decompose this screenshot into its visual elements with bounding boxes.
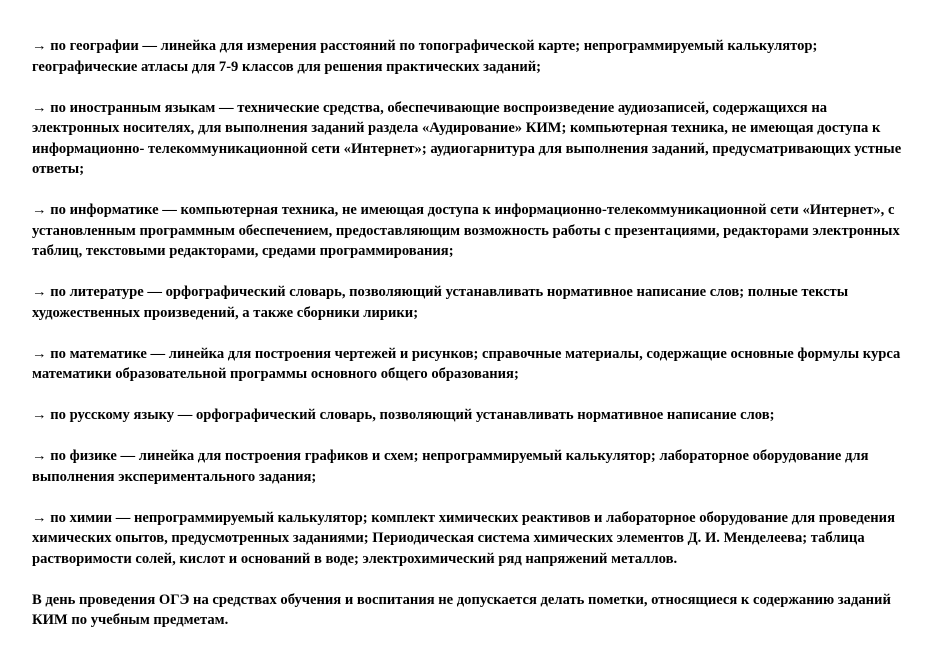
document-body bbox=[32, 36, 912, 631]
paragraph-mathematics: → по математике — линейка для построения чертежей и рисунков; справочные материалы, содержащие основные формулы курса математики образовательной программы основного общего образования; bbox=[32, 345, 901, 382]
paragraph-chemistry: → по химии — непрограммируемый калькулятор; комплект химических реактивов и лабораторное оборудование для проведения химических опытов, предусмотренных заданиями; Периодическая система химических элементов Д. И. Менделеева; таблица растворимости солей, кислот и оснований в воде; электрохимический ряд напряжений металлов. bbox=[32, 509, 895, 567]
paragraph-exam-day-note: В день проведения ОГЭ на средствах обучения и воспитания не допускается делать пометки, относящиеся к содержанию заданий КИМ по учебным предметам. bbox=[32, 591, 891, 628]
paragraph-russian-language: → по русскому языку — орфографический словарь, позволяющий устанавливать нормативное написание слов; bbox=[32, 407, 775, 423]
paragraph-physics: → по физике — линейка для построения графиков и схем; непрограммируемый калькулятор; лабораторное оборудование для выполнения экспериментального задания; bbox=[32, 448, 869, 485]
paragraph-foreign-languages: → по иностранным языкам — технические средства, обеспечивающие воспроизведение аудиозаписей, содержащихся на электронных носителях, для выполнения заданий раздела «Аудирование» КИМ; компьютерная техника, не имеющая доступа к информационно- телекоммуникационной сети «Интернет»; аудиогарнитура для выполнения заданий, предусматривающих устные ответы; bbox=[32, 99, 902, 177]
paragraph-informatics: → по информатике — компьютерная техника, не имеющая доступа к информационно-телекоммуникационной сети «Интернет», с установленным программным обеспечением, предоставляющим возможность работы с презентациями, редакторами электронных таблиц, текстовыми редакторами, средами программирования; bbox=[32, 202, 900, 259]
paragraph-literature: → по литературе — орфографический словарь, позволяющий устанавливать нормативное написание слов; полные тексты художественных произведений, а также сборники лирики; bbox=[32, 284, 849, 321]
paragraph-geography: → по географии — линейка для измерения расстояний по топографической карте; непрограммируемый калькулятор; географические атласы для 7-9 классов для решения практических заданий; bbox=[32, 38, 818, 75]
